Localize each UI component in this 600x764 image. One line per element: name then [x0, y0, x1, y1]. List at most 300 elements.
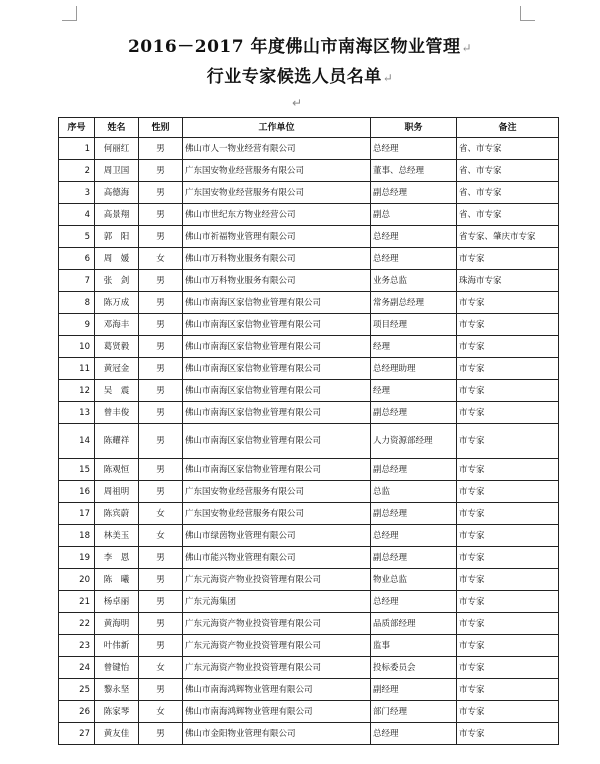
cell-employer-text: 佛山市祈福物业管理有限公司	[185, 231, 296, 242]
cell-index	[59, 204, 95, 226]
cell-position-text: 项目经理	[373, 319, 408, 330]
page-corner-mark-right	[520, 6, 535, 21]
cell-gender	[139, 182, 183, 204]
cell-remarks-text: 市专家	[459, 436, 485, 446]
cell-name-text: 陈宾蔚	[103, 508, 130, 519]
cell-index-text: 10	[79, 341, 90, 352]
cell-employer-text: 佛山市金阳物业管理有限公司	[185, 728, 296, 739]
cell-employer-text: 佛山市南海鸿辉物业管理有限公司	[185, 706, 313, 717]
cell-index-text: 11	[79, 363, 90, 374]
table-row	[59, 481, 559, 503]
cell-index	[59, 657, 95, 679]
cell-name-text: 杨卓丽	[103, 596, 130, 607]
cell-name	[95, 569, 139, 591]
cell-index	[59, 547, 95, 569]
cell-name	[95, 424, 139, 459]
cell-name-text: 黄冠金	[103, 363, 130, 374]
cell-position-text: 品质部经理	[373, 618, 416, 629]
table-row	[59, 701, 559, 723]
paragraph-mark: ↵	[382, 71, 394, 85]
cell-employer	[183, 204, 371, 226]
cell-gender	[139, 138, 183, 160]
cell-name	[95, 613, 139, 635]
cell-remarks-text: 珠海市专家	[459, 275, 502, 286]
cell-employer	[183, 591, 371, 613]
cell-name-text: 吴 震	[103, 385, 130, 396]
cell-index	[59, 503, 95, 525]
cell-name	[95, 679, 139, 701]
cell-remarks	[457, 503, 559, 525]
cell-name	[95, 204, 139, 226]
cell-index	[59, 160, 95, 182]
cell-index-text: 6	[84, 253, 90, 264]
cell-name	[95, 380, 139, 402]
cell-gender-text: 男	[156, 552, 165, 563]
cell-remarks-text: 市专家	[459, 662, 485, 673]
cell-remarks	[457, 226, 559, 248]
cell-index	[59, 424, 95, 459]
cell-employer-text: 佛山市世纪东方物业经营公司	[185, 209, 296, 220]
cell-position	[371, 358, 457, 380]
cell-index-text: 4	[84, 209, 90, 220]
cell-remarks-text: 省、市专家	[459, 209, 502, 220]
cell-remarks-text: 市专家	[459, 341, 485, 352]
cell-remarks	[457, 402, 559, 424]
cell-name-text: 陈家琴	[103, 706, 130, 717]
cell-index	[59, 569, 95, 591]
cell-index	[59, 679, 95, 701]
cell-gender-text: 女	[156, 662, 165, 673]
cell-index-text: 24	[79, 662, 90, 673]
cell-remarks-text: 市专家	[459, 618, 485, 629]
cell-employer-text: 佛山市南海区家信物业管理有限公司	[185, 464, 322, 475]
cell-employer-text: 佛山市万科物业服务有限公司	[185, 275, 296, 286]
cell-position-text: 部门经理	[373, 706, 408, 717]
cell-index	[59, 314, 95, 336]
cell-position	[371, 336, 457, 358]
cell-gender-text: 男	[156, 165, 165, 176]
table-row	[59, 503, 559, 525]
cell-index	[59, 182, 95, 204]
cell-remarks-text: 市专家	[459, 253, 485, 264]
cell-index	[59, 270, 95, 292]
cell-employer	[183, 380, 371, 402]
cell-name	[95, 481, 139, 503]
cell-gender	[139, 657, 183, 679]
cell-name	[95, 723, 139, 745]
table-row	[59, 723, 559, 745]
cell-gender	[139, 591, 183, 613]
cell-employer-text: 佛山市南海区家信物业管理有限公司	[185, 407, 322, 418]
title-line-2-text: 行业专家候选人员名单	[206, 67, 382, 87]
cell-position-text: 总经理	[373, 596, 399, 607]
document-title-line-1	[0, 32, 600, 57]
cell-employer-text: 佛山市南海区家信物业管理有限公司	[185, 319, 322, 330]
cell-remarks	[457, 248, 559, 270]
cell-name	[95, 657, 139, 679]
cell-remarks	[457, 679, 559, 701]
cell-remarks	[457, 292, 559, 314]
cell-position	[371, 248, 457, 270]
cell-employer-text: 广东元海集团	[185, 596, 237, 607]
cell-remarks	[457, 701, 559, 723]
cell-position-text: 经理	[373, 341, 391, 352]
cell-remarks	[457, 723, 559, 745]
cell-employer	[183, 481, 371, 503]
cell-position	[371, 182, 457, 204]
cell-employer-text: 广东国安物业经营服务有限公司	[185, 187, 305, 198]
cell-position-text: 物业总监	[373, 574, 408, 585]
cell-gender-text: 女	[156, 508, 165, 519]
cell-remarks-text: 省、市专家	[459, 187, 502, 198]
cell-remarks	[457, 204, 559, 226]
cell-position	[371, 380, 457, 402]
cell-employer-text: 佛山市南海区家信物业管理有限公司	[185, 297, 322, 308]
cell-index-text: 20	[79, 574, 90, 585]
cell-index	[59, 402, 95, 424]
cell-position	[371, 424, 457, 459]
cell-position	[371, 635, 457, 657]
cell-index	[59, 248, 95, 270]
cell-name-text: 黄海明	[103, 618, 130, 629]
cell-position	[371, 657, 457, 679]
cell-index-text: 23	[79, 640, 90, 651]
cell-name	[95, 314, 139, 336]
cell-gender-text: 男	[156, 187, 165, 198]
cell-employer	[183, 635, 371, 657]
cell-gender-text: 男	[156, 297, 165, 308]
cell-employer-text: 广东国安物业经营服务有限公司	[185, 165, 305, 176]
cell-remarks	[457, 138, 559, 160]
table-row	[59, 424, 559, 459]
cell-position	[371, 459, 457, 481]
cell-position	[371, 481, 457, 503]
cell-position	[371, 226, 457, 248]
cell-index-text: 17	[79, 508, 90, 519]
cell-position	[371, 292, 457, 314]
cell-index-text: 7	[84, 275, 90, 286]
cell-position	[371, 503, 457, 525]
table-row	[59, 547, 559, 569]
cell-index	[59, 336, 95, 358]
cell-index-text: 2	[84, 165, 90, 176]
cell-employer	[183, 182, 371, 204]
header-remarks: 备注	[457, 118, 559, 138]
cell-employer-text: 佛山市万科物业服务有限公司	[185, 253, 296, 264]
cell-remarks	[457, 591, 559, 613]
cell-name-text: 高景翔	[103, 209, 130, 220]
cell-index-text: 8	[84, 297, 90, 308]
cell-gender	[139, 292, 183, 314]
cell-remarks-text: 市专家	[459, 706, 485, 717]
cell-gender	[139, 547, 183, 569]
cell-position	[371, 591, 457, 613]
header-index: 序号	[59, 118, 95, 138]
cell-gender-text: 男	[156, 596, 165, 607]
cell-gender-text: 男	[156, 684, 165, 695]
cell-index	[59, 380, 95, 402]
cell-name-text: 周卫国	[103, 165, 130, 176]
cell-gender-text: 男	[156, 486, 165, 497]
cell-employer	[183, 701, 371, 723]
cell-name-text: 林美玉	[103, 530, 130, 541]
cell-employer-text: 佛山市南海区家信物业管理有限公司	[185, 363, 322, 374]
cell-index-text: 27	[79, 728, 90, 739]
cell-employer	[183, 424, 371, 459]
cell-name	[95, 138, 139, 160]
cell-employer-text: 广东元海资产物业投资管理有限公司	[185, 574, 322, 585]
cell-gender-text: 男	[156, 436, 165, 446]
cell-employer-text: 佛山市能兴物业管理有限公司	[185, 552, 296, 563]
header-employer: 工作单位	[183, 118, 371, 138]
cell-name-text: 周祖明	[103, 486, 130, 497]
cell-employer	[183, 723, 371, 745]
cell-gender	[139, 270, 183, 292]
cell-index-text: 22	[79, 618, 90, 629]
cell-gender	[139, 525, 183, 547]
cell-name-text: 陈观恒	[103, 464, 130, 475]
cell-name	[95, 336, 139, 358]
cell-index	[59, 138, 95, 160]
cell-name-text: 李 恩	[103, 552, 130, 563]
cell-gender	[139, 424, 183, 459]
cell-position-text: 总监	[373, 486, 391, 497]
cell-remarks-text: 市专家	[459, 508, 485, 519]
cell-employer	[183, 613, 371, 635]
empty-paragraph-mark: ↵	[292, 96, 303, 110]
cell-name	[95, 547, 139, 569]
cell-gender-text: 男	[156, 385, 165, 396]
cell-employer-text: 广东国安物业经营服务有限公司	[185, 486, 305, 497]
cell-employer-text: 佛山市人一物业经营有限公司	[185, 143, 296, 154]
cell-name-text: 邓海丰	[103, 319, 130, 330]
cell-position	[371, 204, 457, 226]
cell-gender	[139, 569, 183, 591]
cell-position	[371, 314, 457, 336]
cell-employer-text: 广东元海资产物业投资管理有限公司	[185, 662, 322, 673]
cell-gender-text: 男	[156, 363, 165, 374]
cell-remarks	[457, 336, 559, 358]
cell-employer	[183, 292, 371, 314]
cell-employer	[183, 525, 371, 547]
cell-employer-text: 佛山市南海区家信物业管理有限公司	[185, 341, 322, 352]
cell-index	[59, 226, 95, 248]
cell-remarks-text: 市专家	[459, 728, 485, 739]
cell-employer	[183, 503, 371, 525]
header-name: 姓名	[95, 118, 139, 138]
cell-remarks	[457, 569, 559, 591]
cell-position-text: 业务总监	[373, 275, 408, 286]
cell-position	[371, 701, 457, 723]
cell-name	[95, 292, 139, 314]
cell-employer-text: 佛山市绿茵物业管理有限公司	[185, 530, 296, 541]
cell-remarks-text: 市专家	[459, 552, 485, 563]
cell-employer	[183, 138, 371, 160]
cell-position-text: 人力资源部经理	[373, 436, 433, 446]
cell-remarks-text: 市专家	[459, 596, 485, 607]
cell-gender-text: 女	[156, 253, 165, 264]
table-row	[59, 182, 559, 204]
cell-gender-text: 男	[156, 618, 165, 629]
cell-remarks	[457, 613, 559, 635]
cell-remarks	[457, 657, 559, 679]
cell-name-text: 叶伟新	[103, 640, 130, 651]
cell-name-text: 葛贤毅	[103, 341, 130, 352]
table-row	[59, 248, 559, 270]
cell-gender	[139, 613, 183, 635]
cell-index-text: 1	[84, 143, 90, 154]
cell-employer-text: 佛山市南海鸿辉物业管理有限公司	[185, 684, 313, 695]
table-row	[59, 679, 559, 701]
cell-position	[371, 569, 457, 591]
cell-gender	[139, 204, 183, 226]
cell-employer	[183, 160, 371, 182]
paragraph-mark: ↵	[461, 41, 473, 55]
cell-gender	[139, 503, 183, 525]
table-row	[59, 402, 559, 424]
cell-position	[371, 160, 457, 182]
cell-name	[95, 248, 139, 270]
cell-index-text: 18	[79, 530, 90, 541]
cell-index	[59, 613, 95, 635]
cell-employer	[183, 358, 371, 380]
cell-remarks-text: 市专家	[459, 574, 485, 585]
cell-index-text: 21	[79, 596, 90, 607]
cell-position-text: 副总经理	[373, 407, 408, 418]
expert-candidate-table	[58, 117, 559, 745]
cell-position-text: 副总经理	[373, 464, 408, 475]
cell-gender-text: 男	[156, 574, 165, 585]
cell-remarks-text: 市专家	[459, 640, 485, 651]
cell-employer-text: 佛山市南海区家信物业管理有限公司	[185, 385, 322, 396]
cell-employer-text: 广东国安物业经营服务有限公司	[185, 508, 305, 519]
cell-position-text: 总经理	[373, 253, 399, 264]
cell-remarks	[457, 424, 559, 459]
cell-employer	[183, 314, 371, 336]
cell-index-text: 26	[79, 706, 90, 717]
cell-gender-text: 男	[156, 209, 165, 220]
cell-gender	[139, 459, 183, 481]
header-gender: 性别	[139, 118, 183, 138]
cell-position-text: 投标委员会	[373, 662, 416, 673]
cell-employer	[183, 569, 371, 591]
cell-position	[371, 547, 457, 569]
cell-name-text: 高德海	[103, 187, 130, 198]
table-row	[59, 635, 559, 657]
cell-gender-text: 女	[156, 530, 165, 541]
cell-name	[95, 270, 139, 292]
table-row	[59, 336, 559, 358]
cell-position-text: 总经理助理	[373, 363, 416, 374]
table-row	[59, 204, 559, 226]
cell-employer	[183, 336, 371, 358]
cell-remarks	[457, 635, 559, 657]
cell-remarks-text: 省专家、肇庆市专家	[459, 231, 536, 242]
cell-name-text: 陈 曦	[103, 574, 130, 585]
cell-name	[95, 459, 139, 481]
cell-index	[59, 723, 95, 745]
cell-position-text: 副总	[373, 209, 391, 220]
cell-name-text: 黎永坚	[103, 684, 130, 695]
cell-employer	[183, 459, 371, 481]
cell-remarks	[457, 314, 559, 336]
table-row	[59, 380, 559, 402]
cell-index-text: 12	[79, 385, 90, 396]
table-row	[59, 138, 559, 160]
cell-index	[59, 591, 95, 613]
cell-index	[59, 292, 95, 314]
table-row	[59, 226, 559, 248]
page-corner-mark-left	[62, 6, 77, 21]
cell-gender-text: 女	[156, 706, 165, 717]
cell-position	[371, 613, 457, 635]
table-body	[59, 138, 559, 745]
cell-gender-text: 男	[156, 464, 165, 475]
cell-gender	[139, 160, 183, 182]
cell-gender	[139, 380, 183, 402]
cell-remarks	[457, 459, 559, 481]
cell-position-text: 副总经理	[373, 187, 408, 198]
cell-name-text: 陈万成	[103, 297, 130, 308]
cell-gender	[139, 723, 183, 745]
cell-position-text: 副经理	[373, 684, 399, 695]
cell-position-text: 副总经理	[373, 508, 408, 519]
cell-remarks-text: 市专家	[459, 530, 485, 541]
cell-name	[95, 226, 139, 248]
table-row	[59, 270, 559, 292]
table-row	[59, 459, 559, 481]
cell-index	[59, 358, 95, 380]
cell-index-text: 16	[79, 486, 90, 497]
cell-position-text: 副总经理	[373, 552, 408, 563]
cell-gender-text: 男	[156, 143, 165, 154]
cell-gender	[139, 635, 183, 657]
cell-employer-text: 广东元海资产物业投资管理有限公司	[185, 640, 322, 651]
cell-remarks-text: 市专家	[459, 319, 485, 330]
cell-position	[371, 679, 457, 701]
cell-gender	[139, 358, 183, 380]
cell-name-text: 曾键怡	[103, 662, 130, 673]
cell-remarks-text: 市专家	[459, 486, 485, 497]
cell-position-text: 经理	[373, 385, 391, 396]
cell-index	[59, 459, 95, 481]
cell-remarks-text: 市专家	[459, 363, 485, 374]
cell-remarks-text: 市专家	[459, 464, 485, 475]
cell-position-text: 董事、总经理	[373, 165, 425, 176]
table-row	[59, 591, 559, 613]
header-position: 职务	[371, 118, 457, 138]
cell-gender	[139, 679, 183, 701]
cell-position	[371, 138, 457, 160]
cell-position-text: 总经理	[373, 728, 399, 739]
cell-name	[95, 525, 139, 547]
table-row	[59, 613, 559, 635]
cell-name	[95, 701, 139, 723]
table-row	[59, 569, 559, 591]
cell-remarks-text: 市专家	[459, 407, 485, 418]
cell-position-text: 总经理	[373, 231, 399, 242]
cell-remarks-text: 市专家	[459, 385, 485, 396]
cell-employer-text: 佛山市南海区家信物业管理有限公司	[185, 436, 322, 446]
cell-name-text: 张 剑	[103, 275, 130, 286]
table-header-row	[59, 118, 559, 138]
cell-gender	[139, 701, 183, 723]
table-row	[59, 292, 559, 314]
cell-gender	[139, 481, 183, 503]
cell-index	[59, 525, 95, 547]
cell-employer	[183, 657, 371, 679]
cell-remarks	[457, 160, 559, 182]
